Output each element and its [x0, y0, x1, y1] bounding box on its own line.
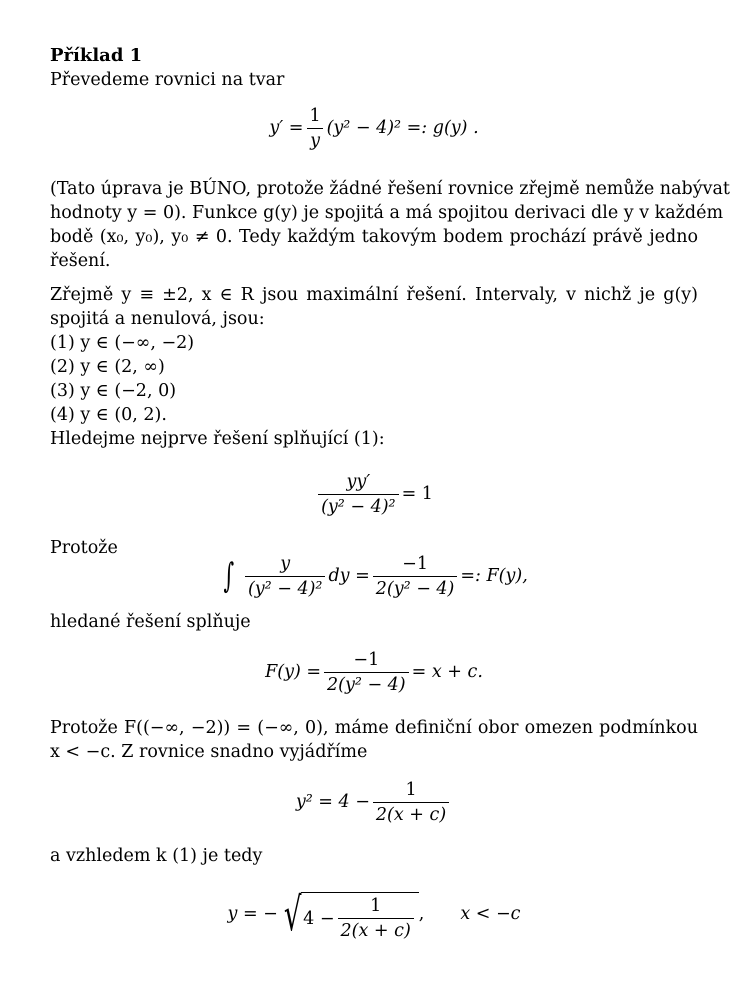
eq3-denominator-1: (y² − 4)² [245, 576, 326, 600]
eq4-rhs: = x + c. [411, 662, 483, 682]
integral-sign: ∫ [223, 556, 235, 596]
example-title: Příklad 1 [50, 45, 143, 66]
find-first-text: Hledejme nejprve řešení splňující (1): [50, 429, 385, 449]
eq4-lhs: F(y) = [265, 662, 322, 682]
eq2-denominator: (y² − 4)² [318, 494, 399, 518]
equation-3 [50, 546, 698, 606]
because-text: Protože [50, 538, 118, 558]
eq6-denominator: 2(x + c) [338, 918, 414, 942]
paragraph-2-line-1: Zřejmě y ≡ ±2, x ∈ R jsou maximální řešení. Intervaly, v nichž je g(y) [50, 285, 698, 305]
eq3-numerator-1: y [280, 553, 291, 574]
eq6-lhs: y = − [227, 904, 278, 924]
eq3-numerator-2: −1 [402, 553, 428, 574]
paragraph-3-line-1: Protože F((−∞, −2)) = (−∞, 0), máme definiční obor omezen podmínkou [50, 718, 698, 738]
eq1-fraction [306, 105, 323, 152]
eq2-rhs: = 1 [401, 484, 433, 504]
eq3-denominator-2: 2(y² − 4) [373, 576, 458, 600]
eq2-numerator: yy′ [346, 471, 371, 492]
sought-text: hledané řešení splňuje [50, 612, 251, 632]
eq3-fraction-1 [245, 553, 326, 600]
square-root [278, 886, 419, 942]
paragraph-1-line-4: řešení. [50, 251, 111, 271]
eq4-numerator: −1 [353, 649, 380, 670]
eq4-fraction [324, 649, 409, 696]
eq1-lhs: y′ = [269, 118, 304, 138]
eq6-inner: 4 − [303, 908, 335, 929]
eq6-fraction [338, 895, 414, 942]
equation-1 [50, 98, 698, 158]
interval-item: (1) y ∈ (−∞, −2) [50, 333, 195, 353]
intro-text: Převedeme rovnici na tvar [50, 70, 285, 90]
radical-sign: √ [283, 887, 302, 941]
paragraph-1-line-1: (Tato úprava je BÚNO, protože žádné řešení rovnice zřejmě nemůže nabývat [50, 179, 730, 199]
interval-item: (2) y ∈ (2, ∞) [50, 357, 165, 377]
interval-item: (4) y ∈ (0, 2). [50, 405, 167, 425]
eq3-rhs: =: F(y), [460, 566, 528, 586]
eq5-fraction [373, 779, 449, 826]
eq5-numerator: 1 [405, 779, 417, 800]
paragraph-2-line-2: spojitá a nenulová, jsou: [50, 309, 265, 329]
eq2-fraction [318, 471, 399, 518]
equation-2 [50, 464, 698, 524]
eq4-denominator: 2(y² − 4) [324, 672, 409, 696]
eq6-condition: x < −c [460, 904, 521, 924]
interval-item: (3) y ∈ (−2, 0) [50, 381, 177, 401]
equation-5 [50, 772, 698, 832]
paragraph-1-line-3: bodě (x₀, y₀), y₀ ≠ 0. Tedy každým takovým bodem prochází právě jedno [50, 227, 698, 247]
eq1-numerator: 1 [309, 105, 321, 126]
equation-4 [50, 642, 698, 702]
equation-6 [50, 880, 698, 948]
eq5-lhs: y² = 4 − [295, 792, 370, 812]
eq1-denominator: y [307, 128, 323, 152]
therefore-text: a vzhledem k (1) je tedy [50, 846, 263, 866]
eq3-fraction-2 [373, 553, 458, 600]
eq6-comma: , [418, 904, 425, 924]
radicand [301, 892, 419, 942]
eq3-dy: dy = [328, 566, 370, 586]
paragraph-3-line-2: x < −c. Z rovnice snadno vyjádříme [50, 742, 368, 762]
eq6-numerator: 1 [370, 896, 382, 916]
eq5-denominator: 2(x + c) [373, 802, 449, 826]
paragraph-1-line-2: hodnoty y = 0). Funkce g(y) je spojitá a má spojitou derivaci dle y v každém [50, 203, 724, 223]
eq1-rest: (y² − 4)² =: g(y) . [326, 118, 479, 138]
